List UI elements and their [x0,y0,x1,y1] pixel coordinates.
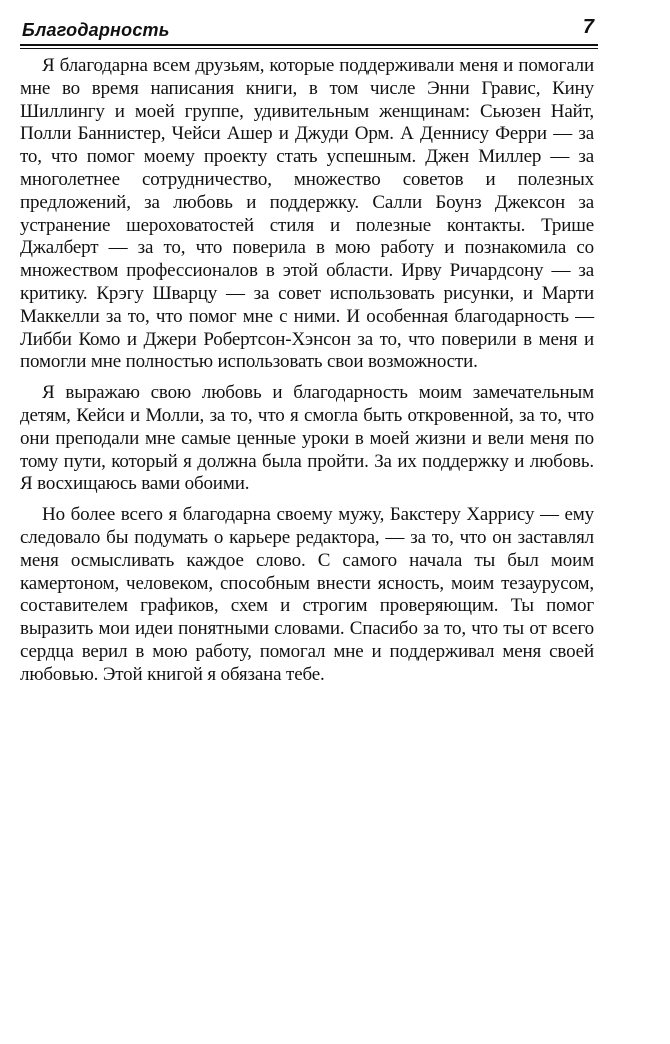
body-text [20,55,594,695]
paragraph-husband: Но более всего я благодарна своему мужу, Бакстеру Харрису — ему следовало бы подумать о карьере редактора, — за то, что он заставлял меня осмысливать каждое слово. С самого начала ты был моим камертоном, человеком, способным внести ясность, моим тезаурусом, составителем графиков, схем и строгим проверяющим. Ты помог выразить мои идеи понятными словами. Спасибо за то, что ты от всего сердца верил в мою работу, помогал мне и поддерживал меня своей любовью. Этой книгой я обязана тебе. [20,504,594,685]
running-header [22,14,596,44]
paragraph-children: Я выражаю свою любовь и благодарность моим замечательным детям, Кейси и Молли, за то, что я смогла быть откровенной, за то, что они преподали мне самые ценные уроки в моей жизни и вели меня по тому пути, который я должна была пройти. За их поддержку и любовь. Я восхищаюсь вами обоими. [20,382,594,495]
header-rule-thin [20,48,598,49]
paragraph-friends: Я благодарна всем друзьям, которые поддерживали меня и помогали мне во время написания книги, в том числе Энни Гравис, Кину Шиллингу и моей группе, удивительным женщинам: Сьюзен Найт, Полли Баннистер, Чейси Ашер и Джуди Орм. А Деннису Ферри — за то, что помог моему проекту стать успешным. Джен Миллер — за многолетнее сотрудничество, множество советов и полезных предложений, за любовь и поддержку. Салли Боунз Джексон за устранение шероховатостей стиля и полезные контакты. Трише Джалберт — за то, что поверила в мою работу и познакомила со множеством профессионалов в этой области. Ирву Ричардсону — за критику. Крэгу Шварцу — за совет использовать рисунки, и Марти Маккелли за то, что помог мне с ними. И особенная благодарность — Либби Комо и Джери Робертсон-Хэнсон за то, что поверили в меня и помогли мне полностью использовать свои возможности. [20,55,594,373]
running-title: Благодарность [22,20,170,40]
header-rule-thick [20,44,598,46]
page-number: 7 [582,16,594,38]
